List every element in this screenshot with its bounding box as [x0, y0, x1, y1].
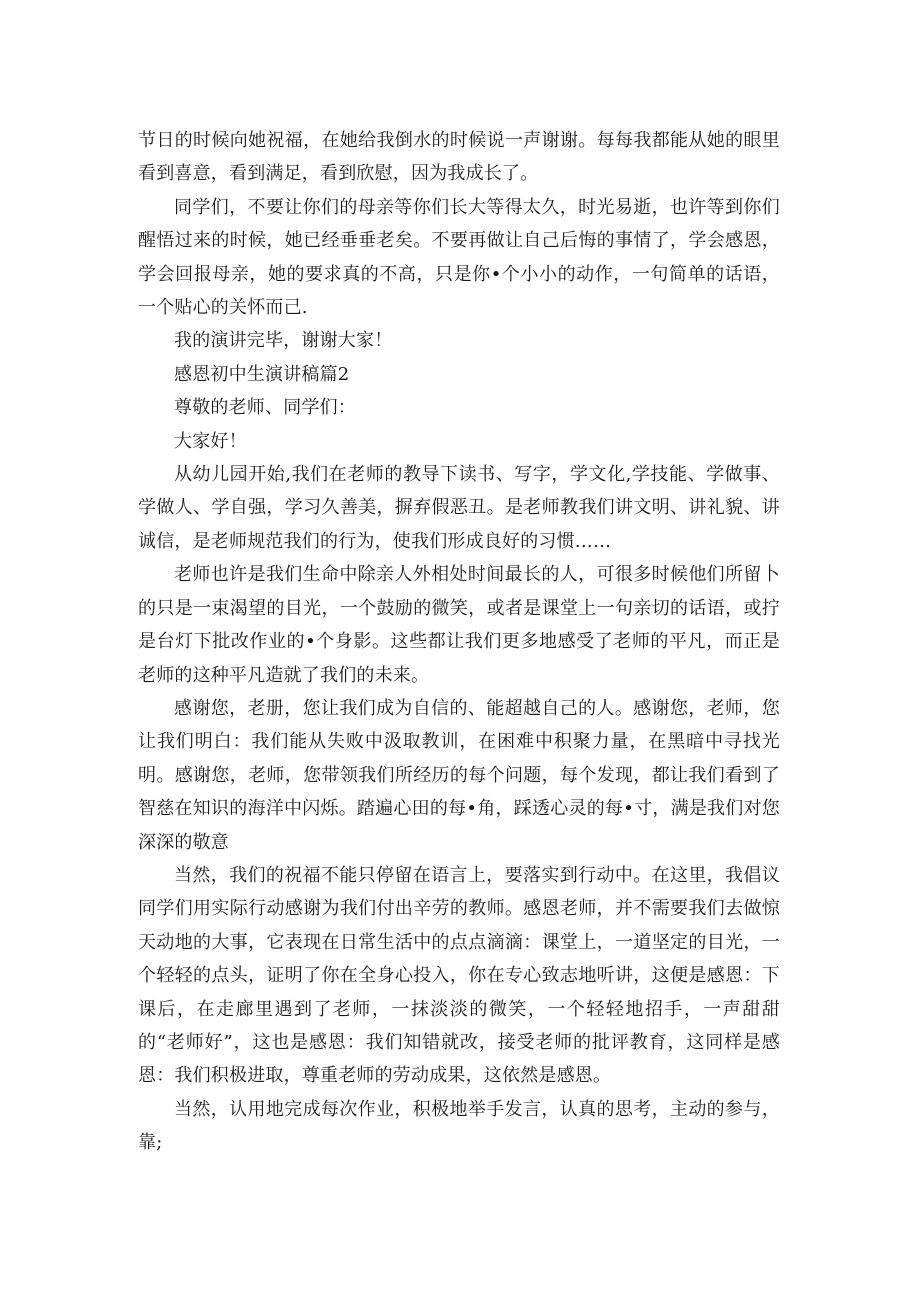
document-body [138, 124, 780, 1160]
paragraph: 节日的时候向她祝福，在她给我倒水的时候说一声谢谢。每每我都能从她的眼里看到喜意，看到满足，看到欣慰，因为我成长了。 [138, 130, 780, 185]
section-heading: 感恩初中生演讲稿篇2 [174, 363, 350, 385]
salutation: 尊敬的老师、同学们： [174, 397, 356, 419]
closing-line: 我的演讲完毕，谢谢大家！ [174, 330, 393, 352]
paragraph: 从幼儿园开始,我们在老师的教导下读书、写字，学文化,学技能、学做事、学做人、学自强，学习久善美，摒弃假恶丑。是老师教我们讲文明、讲礼貌、讲诚信，是老师规范我们的行为，使我们形成良好的习惯…… [138, 464, 780, 552]
paragraph: 当然，我们的祝福不能只停留在语言上，要落实到行动中。在这里，我倡议同学们用实际行动感谢为我们付出辛劳的教师。感恩老师，并不需要我们去做惊天动地的大事，它表现在日常生活中的点点滴滴：课堂上，一道坚定的目光，一个轻轻的点头，证明了你在全身心投入，你在专心致志地听讲，这便是感恩：下课后，在走廊里遇到了老师，一抹淡淡的微笑，一个轻轻地招手，一声甜甜的“老师好”，这也是感恩：我们知错就改，接受老师的批评教育，这同样是感恩：我们积极进取，尊重老师的劳动成果，这依然是感恩。 [138, 864, 780, 1087]
paragraph: 老师也许是我们生命中除亲人外相处时间最长的人，可很多时候他们所留卜的只是一束渴望的目光，一个鼓励的微笑，或者是课堂上一句亲切的话语，或拧是台灯下批改作业的•个身影。这些都让我们更多地感受了老师的平凡，而正是老师的这种平凡造就了我们的未来。 [138, 564, 780, 686]
paragraph: 当然，认用地完成每次作业，积极地举手发言，认真的思考，主动的参与，靠; [138, 1098, 780, 1154]
greeting: 大家好！ [174, 430, 247, 452]
paragraph: 同学们，不要让你们的母亲等你们长大等得太久，时光易逝，也许等到你们醒悟过来的时候，她已经垂垂老矣。不要再做让自己后悔的事情了，学会感恩，学会回报母亲，她的要求真的不高，只是你•个小小的动作，一句简单的话语，一个贴心的关怀而己. [138, 196, 780, 319]
paragraph: 感谢您，老册，您让我们成为自信的、能超越自己的人。感谢您，老师，您让我们明白：我们能从失败中汲取教训，在困难中积聚力量，在黑暗中寻找光明。感谢您，老师，您带领我们所经历的每个问题，每个发现，都让我们看到了智慈在知识的海洋中闪烁。踏遍心田的每•角，踩透心灵的每•寸，满是我们对您深深的敬意 [138, 697, 780, 853]
